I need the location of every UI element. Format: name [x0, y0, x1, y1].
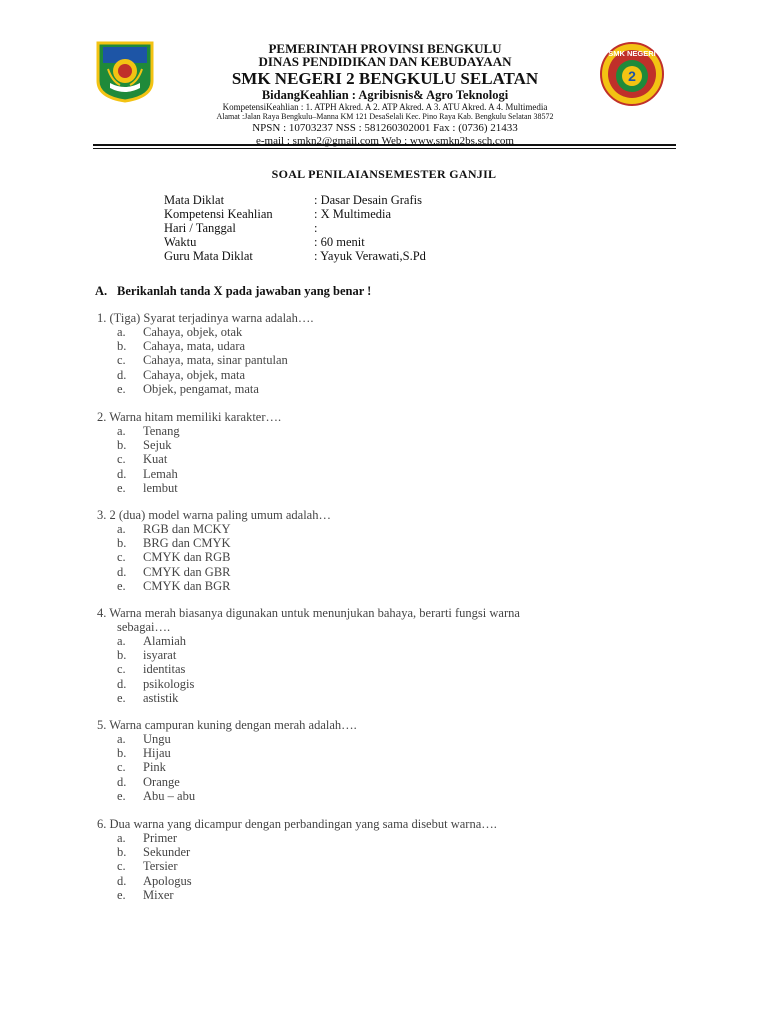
info-row: [164, 193, 426, 207]
question-item: [97, 817, 497, 902]
option-text: Primer: [143, 831, 178, 845]
answer-option: [117, 579, 331, 593]
option-text: CMYK dan RGB: [143, 550, 231, 565]
question-item: [97, 508, 331, 593]
answer-option: [117, 662, 520, 676]
option-text: identitas: [143, 662, 186, 677]
province-emblem-icon: [96, 41, 154, 103]
answer-option: [117, 732, 357, 746]
option-letter: a.: [117, 522, 126, 536]
email-prefix: e-mail :: [256, 135, 290, 147]
option-text: CMYK dan GBR: [143, 564, 231, 579]
option-letter: a.: [117, 732, 126, 746]
question-line: 4. Warna merah biasanya digunakan untuk menunjukan bahaya, berarti fungsi warna: [97, 606, 520, 620]
question-text: [97, 817, 497, 831]
option-letter: a.: [117, 325, 126, 339]
info-value: : Dasar Desain Grafis: [314, 193, 422, 207]
answer-option: [117, 691, 520, 705]
answer-option: [117, 368, 313, 382]
question-line: 6. Dua warna yang dicampur dengan perbandingan yang sama disebut warna….: [97, 817, 497, 831]
answer-option: [117, 438, 281, 452]
npsn-line: NPSN : 10703237 NSS : 581260302001 Fax : (0736) 21433: [252, 122, 518, 134]
option-letter: d.: [117, 873, 127, 888]
contact-line: [150, 135, 620, 148]
option-text: Apologus: [143, 873, 192, 888]
answer-option: [117, 353, 313, 367]
option-text: RGB dan MCKY: [143, 522, 231, 536]
question-text: [97, 508, 331, 522]
answer-option: [117, 382, 313, 396]
info-row: [164, 207, 426, 221]
option-letter: c.: [117, 550, 126, 565]
info-label: Kompetensi Keahlian: [164, 207, 273, 221]
question-text: [97, 410, 281, 424]
option-text: Objek, pengamat, mata: [143, 381, 259, 396]
option-text: Cahaya, objek, mata: [143, 367, 246, 382]
answer-option: [117, 888, 497, 902]
answer-option: [117, 522, 331, 536]
option-list: [117, 325, 313, 396]
option-text: Tersier: [143, 859, 178, 874]
option-text: Kuat: [143, 452, 168, 467]
option-list: [117, 732, 357, 803]
option-letter: b.: [117, 438, 127, 453]
answer-option: [117, 325, 313, 339]
option-text: Lemah: [143, 466, 178, 481]
option-text: Tenang: [143, 424, 180, 438]
option-letter: e.: [117, 788, 126, 803]
answer-option: [117, 481, 281, 495]
option-letter: a.: [117, 424, 126, 438]
answer-option: [117, 536, 331, 550]
email-link[interactable]: smkn2@gmail.com: [292, 135, 379, 147]
answer-option: [117, 859, 497, 873]
option-letter: d.: [117, 367, 127, 382]
question-line-continued: sebagai….: [117, 620, 171, 634]
question-item: [97, 718, 357, 803]
option-letter: c.: [117, 452, 126, 467]
option-letter: e.: [117, 381, 126, 396]
info-value: : Yayuk Verawati,S.Pd: [314, 249, 426, 263]
info-value: :: [314, 221, 318, 235]
question-text: [97, 606, 520, 634]
option-list: [117, 634, 520, 705]
option-letter: c.: [117, 662, 126, 677]
option-letter: d.: [117, 564, 127, 579]
option-letter: e.: [117, 690, 126, 705]
answer-option: [117, 550, 331, 564]
option-letter: b.: [117, 845, 127, 860]
info-value: : 60 menit: [314, 235, 365, 249]
option-letter: d.: [117, 774, 127, 789]
option-letter: d.: [117, 466, 127, 481]
option-text: Abu – abu: [143, 788, 196, 803]
option-text: Ungu: [143, 732, 171, 746]
option-text: Orange: [143, 774, 180, 789]
option-text: Cahaya, mata, udara: [143, 339, 246, 354]
option-letter: b.: [117, 746, 127, 761]
option-letter: e.: [117, 480, 126, 495]
question-text: [97, 311, 313, 325]
competency-line: KompetensiKeahlian : 1. ATPH Akred. A 2. ATP Akred. A 3. ATU Akred. A 4. Multimedia: [222, 102, 548, 112]
info-label: Waktu: [164, 235, 197, 249]
gov-name: PEMERINTAH PROVINSI BENGKULU: [268, 41, 502, 56]
option-text: Hijau: [143, 746, 171, 761]
answer-option: [117, 452, 281, 466]
option-letter: b.: [117, 536, 127, 551]
option-text: Cahaya, objek, otak: [143, 325, 243, 339]
option-text: Mixer: [143, 887, 174, 902]
option-letter: c.: [117, 760, 126, 775]
option-letter: e.: [117, 887, 126, 902]
question-text: [97, 718, 357, 732]
option-letter: c.: [117, 353, 126, 368]
answer-option: [117, 775, 357, 789]
option-text: Sekunder: [143, 845, 191, 860]
header-rule-thick: [93, 144, 676, 146]
answer-option: [117, 565, 331, 579]
option-list: [117, 522, 331, 593]
option-text: astistik: [143, 690, 179, 705]
dept-name: DINAS PENDIDIKAN DAN KEBUDAYAAN: [258, 54, 512, 69]
option-letter: c.: [117, 859, 126, 874]
school-name: SMK NEGERI 2 BENGKULU SELATAN: [231, 69, 539, 88]
info-value: : X Multimedia: [314, 207, 392, 221]
option-text: Alamiah: [143, 634, 187, 648]
info-label: Hari / Tanggal: [164, 221, 236, 235]
question-item: [97, 410, 281, 495]
option-letter: b.: [117, 339, 127, 354]
address-line: Alamat :Jalan Raya Bengkulu–Manna KM 121 DesaSelali Kec. Pino Raya Kab. Bengkulu Selatan 38572: [216, 112, 554, 121]
answer-option: [117, 424, 281, 438]
answer-option: [117, 339, 313, 353]
option-text: Cahaya, mata, sinar pantulan: [143, 353, 288, 368]
question-line: 2. Warna hitam memiliki karakter….: [97, 410, 282, 424]
option-letter: a.: [117, 831, 126, 845]
question-item: [97, 311, 313, 396]
option-letter: b.: [117, 648, 127, 663]
option-text: isyarat: [143, 648, 177, 663]
option-letter: e.: [117, 578, 126, 593]
section-heading: [95, 284, 371, 299]
option-list: [117, 831, 497, 902]
option-text: lembut: [143, 480, 178, 495]
info-label: Mata Diklat: [164, 193, 225, 207]
option-letter: d.: [117, 676, 127, 691]
option-list: [117, 424, 281, 495]
answer-option: [117, 789, 357, 803]
letterhead: [150, 42, 620, 148]
answer-option: [117, 648, 520, 662]
info-row: [164, 221, 426, 235]
doc-title: SOAL PENILAIANSEMESTER GANJIL: [271, 167, 497, 181]
option-text: Pink: [143, 760, 166, 775]
answer-option: [117, 760, 357, 774]
answer-option: [117, 467, 281, 481]
question-line: 5. Warna campuran kuning dengan merah adalah….: [97, 718, 357, 732]
option-text: Sejuk: [143, 438, 172, 453]
info-label: Guru Mata Diklat: [164, 249, 253, 263]
question-line: 1. (Tiga) Syarat terjadinya warna adalah….: [97, 311, 314, 325]
web-text: Web : www.smkn2bs.sch.com: [381, 135, 514, 147]
option-text: CMYK dan BGR: [143, 578, 231, 593]
answer-option: [117, 677, 520, 691]
question-item: [97, 606, 520, 705]
svg-text:2: 2: [628, 68, 636, 84]
svg-text:SMK NEGERI: SMK NEGERI: [608, 49, 656, 58]
option-text: psikologis: [143, 676, 195, 691]
option-text: BRG dan CMYK: [143, 536, 231, 551]
info-row: [164, 249, 426, 263]
answer-option: [117, 634, 520, 648]
answer-option: [117, 831, 497, 845]
answer-option: [117, 845, 497, 859]
section-text: Berikanlah tanda X pada jawaban yang benar !: [117, 284, 372, 298]
answer-option: [117, 746, 357, 760]
section-letter: A.: [95, 284, 108, 298]
option-letter: a.: [117, 634, 126, 648]
info-row: [164, 235, 426, 249]
answer-option: [117, 874, 497, 888]
exam-info: [164, 193, 426, 263]
header-rule-thin: [93, 148, 676, 149]
field-line: BidangKeahlian : Agribisnis& Agro Teknologi: [261, 88, 509, 102]
question-line: 3. 2 (dua) model warna paling umum adalah…: [97, 508, 331, 522]
